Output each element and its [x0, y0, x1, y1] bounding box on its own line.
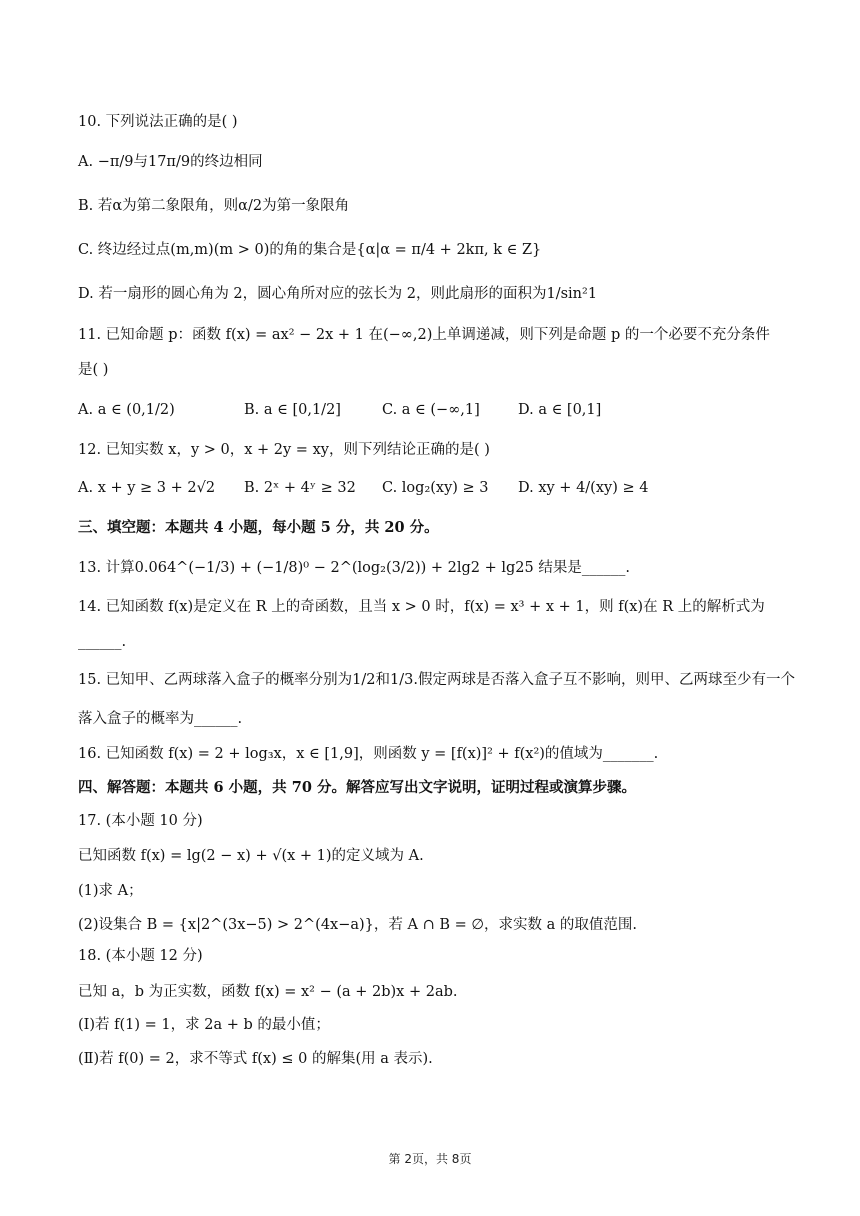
q12-stem: 12. 已知实数 x，y > 0，x + 2y = xy，则下列结论正确的是( )	[78, 442, 490, 458]
q14-line2: ______.	[78, 634, 127, 650]
q10-stem: 10. 下列说法正确的是( )	[78, 114, 238, 130]
q11-option-c: C. a ∈ (−∞,1]	[382, 402, 480, 418]
q10-option-b: B. 若α为第二象限角，则α/2为第一象限角	[78, 198, 350, 214]
q12-option-b: B. 2ˣ + 4ʸ ≥ 32	[244, 480, 356, 496]
q11-option-a: A. a ∈ (0,1/2)	[78, 402, 175, 418]
q12-option-d: D. xy + 4/(xy) ≥ 4	[518, 480, 649, 496]
q18-stem: 已知 a，b 为正实数，函数 f(x) = x² − (a + 2b)x + 2ab.	[78, 984, 458, 1000]
q10-option-d: D. 若一扇形的圆心角为 2，圆心角所对应的弦长为 2，则此扇形的面积为1/sin²1	[78, 286, 598, 302]
q17-part1: (1)求 A；	[78, 883, 143, 899]
q17-stem: 已知函数 f(x) = lg(2 − x) + √(x + 1)的定义域为 A.	[78, 848, 424, 864]
q15-line1: 15. 已知甲、乙两球落入盒子的概率分别为1/2和1/3.假定两球是否落入盒子互不影响，则甲、乙两球至少有一个	[78, 672, 795, 688]
q17-part2: (2)设集合 B = {x|2^(3x−5) > 2^(4x−a)}，若 A ∩ B = ∅，求实数 a 的取值范围.	[78, 917, 637, 933]
q12-option-a: A. x + y ≥ 3 + 2√2	[78, 480, 216, 496]
q17-heading: 17. (本小题 10 分)	[78, 813, 203, 829]
page-number-footer: 第 2页，共 8页	[388, 1152, 472, 1166]
q18-part1: (Ⅰ)若 f(1) = 1，求 2a + b 的最小值；	[78, 1017, 330, 1033]
section-fill-blank-heading: 三、填空题：本题共 4 小题，每小题 5 分，共 20 分。	[78, 519, 439, 536]
q10-option-c: C. 终边经过点(m,m)(m > 0)的角的集合是{α|α = π/4 + 2kπ, k ∈ Z}	[78, 242, 542, 258]
q14-line1: 14. 已知函数 f(x)是定义在 R 上的奇函数，且当 x > 0 时，f(x) = x³ + x + 1，则 f(x)在 R 上的解析式为	[78, 599, 765, 615]
q10-option-a: A. −π/9与17π/9的终边相同	[78, 154, 263, 170]
q11-option-b: B. a ∈ [0,1/2]	[244, 402, 341, 418]
q11-stem-line1: 11. 已知命题 p：函数 f(x) = ax² − 2x + 1 在(−∞,2)上单调递减，则下列是命题 p 的一个必要不充分条件	[78, 327, 770, 343]
q11-stem-line2: 是( )	[78, 362, 109, 378]
q16-stem: 16. 已知函数 f(x) = 2 + log₃x，x ∈ [1,9]，则函数 y = [f(x)]² + f(x²)的值域为_______.	[78, 746, 659, 762]
q11-option-d: D. a ∈ [0,1]	[518, 402, 602, 418]
section-answer-heading: 四、解答题：本题共 6 小题，共 70 分。解答应写出文字说明，证明过程或演算步骤。	[78, 779, 636, 796]
q15-line2: 落入盒子的概率为______.	[78, 711, 243, 727]
q13-stem: 13. 计算0.064^(−1/3) + (−1/8)⁰ − 2^(log₂(3/2)) + 2lg2 + lg25 结果是______.	[78, 560, 630, 576]
q12-option-c: C. log₂(xy) ≥ 3	[382, 480, 489, 496]
q18-part2: (Ⅱ)若 f(0) = 2，求不等式 f(x) ≤ 0 的解集(用 a 表示).	[78, 1051, 433, 1067]
q18-heading: 18. (本小题 12 分)	[78, 948, 203, 964]
